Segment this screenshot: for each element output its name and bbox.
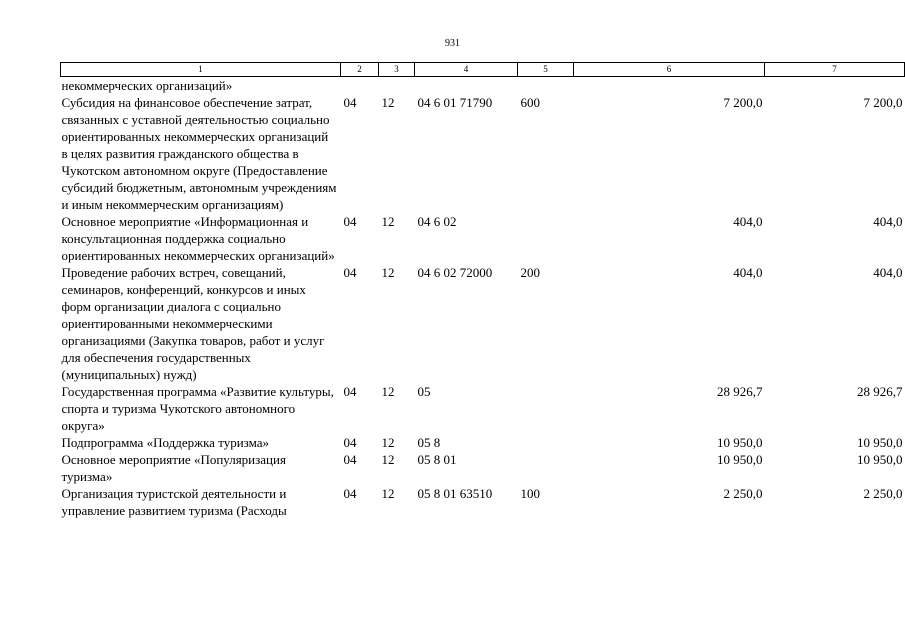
row-subsection: 12 bbox=[381, 265, 395, 280]
row-amount-2: 7 200,0 bbox=[863, 95, 903, 110]
row-amount-2: 28 926,7 bbox=[857, 384, 903, 399]
row-amount-2: 2 250,0 bbox=[863, 486, 903, 501]
row-expense-type: 200 bbox=[520, 265, 540, 280]
row-amount-2: 404,0 bbox=[873, 214, 903, 229]
row-target-code: 05 8 01 63510 bbox=[417, 486, 493, 501]
row-amount-1: 2 250,0 bbox=[723, 486, 763, 501]
row-subsection: 12 bbox=[381, 452, 395, 467]
table-body bbox=[61, 77, 905, 520]
row-subsection: 12 bbox=[381, 435, 395, 450]
row-section: 04 bbox=[343, 95, 357, 110]
row-subsection bbox=[379, 77, 415, 95]
row-target-code: 05 8 bbox=[417, 435, 441, 450]
row-amount-2 bbox=[765, 77, 905, 95]
table-row bbox=[61, 94, 905, 213]
header-cell: 5 bbox=[518, 63, 574, 77]
header-cell: 6 bbox=[574, 63, 765, 77]
row-name: Основное мероприятие «Информационная и консультационная поддержка социально ориентированных некоммерческих организаций» bbox=[61, 214, 335, 263]
row-subsection: 12 bbox=[381, 384, 395, 399]
table-row bbox=[61, 451, 905, 485]
row-amount-1: 7 200,0 bbox=[723, 95, 763, 110]
row-section: 04 bbox=[343, 452, 357, 467]
row-amount-1: 10 950,0 bbox=[717, 452, 763, 467]
row-expense-type bbox=[518, 451, 574, 485]
table-row bbox=[61, 77, 905, 95]
row-target-code: 05 bbox=[417, 384, 431, 399]
row-section: 04 bbox=[343, 435, 357, 450]
row-expense-type bbox=[518, 213, 574, 264]
row-expense-type: 600 bbox=[520, 95, 540, 110]
row-name: Проведение рабочих встреч, совещаний, семинаров, конференций, конкурсов и иных форм организации диалога с социально ориентированными некоммерческими организациями (Закупка товаров, работ и услуг для обеспечения государственных (муниципальных) нужд) bbox=[61, 265, 325, 382]
budget-table bbox=[60, 62, 905, 519]
page-number: 931 bbox=[445, 38, 460, 49]
row-amount-2: 10 950,0 bbox=[857, 452, 903, 467]
row-target-code: 04 6 01 71790 bbox=[417, 95, 493, 110]
row-section bbox=[341, 77, 379, 95]
header-cell: 7 bbox=[765, 63, 905, 77]
row-name: Подпрограмма «Поддержка туризма» bbox=[61, 435, 270, 450]
row-amount-1: 28 926,7 bbox=[717, 384, 763, 399]
row-subsection: 12 bbox=[381, 486, 395, 501]
row-amount-2: 404,0 bbox=[873, 265, 903, 280]
table-row bbox=[61, 213, 905, 264]
row-name: Организация туристской деятельности и управление развитием туризма (Расходы bbox=[61, 486, 287, 518]
header-cell: 2 bbox=[341, 63, 379, 77]
row-amount-1: 404,0 bbox=[733, 214, 763, 229]
row-amount-1: 404,0 bbox=[733, 265, 763, 280]
row-amount-2: 10 950,0 bbox=[857, 435, 903, 450]
header-cell: 3 bbox=[379, 63, 415, 77]
row-name: некоммерческих организаций» bbox=[61, 78, 233, 93]
row-subsection: 12 bbox=[381, 95, 395, 110]
row-section: 04 bbox=[343, 265, 357, 280]
row-target-code bbox=[415, 77, 518, 95]
row-amount-1 bbox=[574, 77, 765, 95]
table-row bbox=[61, 434, 905, 451]
row-expense-type bbox=[518, 77, 574, 95]
row-name: Государственная программа «Развитие культуры, спорта и туризма Чукотского автономного округа» bbox=[61, 384, 334, 433]
row-expense-type bbox=[518, 383, 574, 434]
table-header bbox=[61, 63, 905, 77]
table-row bbox=[61, 485, 905, 519]
header-cell: 1 bbox=[61, 63, 341, 77]
row-section: 04 bbox=[343, 214, 357, 229]
row-target-code: 04 6 02 72000 bbox=[417, 265, 493, 280]
row-target-code: 05 8 01 bbox=[417, 452, 457, 467]
row-expense-type: 100 bbox=[520, 486, 540, 501]
header-cell: 4 bbox=[415, 63, 518, 77]
row-target-code: 04 6 02 bbox=[417, 214, 457, 229]
table-row bbox=[61, 264, 905, 383]
row-name: Субсидия на финансовое обеспечение затрат, связанных с уставной деятельностью социально ориентированных некоммерческих организаций в целях развития гражданского общества в Чукотском автономном округе (Предоставление субсидий бюджетным, автономным учреждениям и иным некоммерческим организациям) bbox=[61, 95, 337, 212]
row-section: 04 bbox=[343, 486, 357, 501]
row-amount-1: 10 950,0 bbox=[717, 435, 763, 450]
row-section: 04 bbox=[343, 384, 357, 399]
table-row bbox=[61, 383, 905, 434]
row-subsection: 12 bbox=[381, 214, 395, 229]
row-expense-type bbox=[518, 434, 574, 451]
row-name: Основное мероприятие «Популяризация туризма» bbox=[61, 452, 286, 484]
